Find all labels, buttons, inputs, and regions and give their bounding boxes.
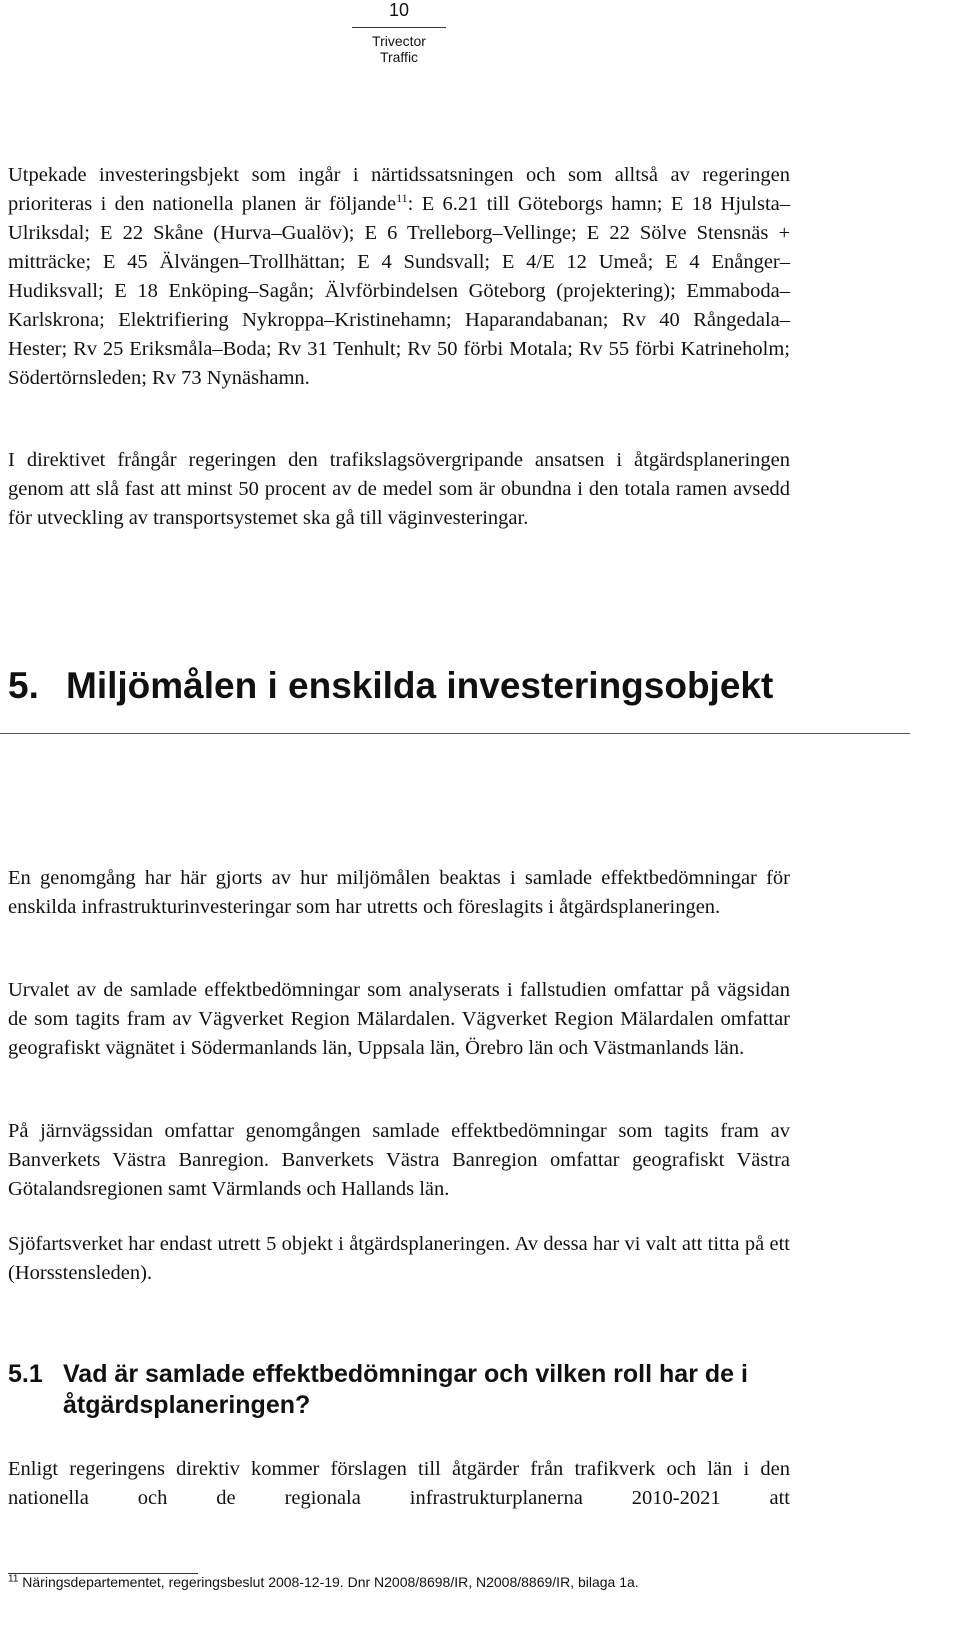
section-number: 5.1: [8, 1360, 43, 1388]
footnote: [8, 1572, 639, 1592]
paragraph-selection: Urvalet av de samlade effektbedömningar som analyserats i fallstudien omfattar på vägsidan de som tagits fram av Vägverket Region Mälardalen. Vägverket Region Mälardalen omfattar geografiskt vägnätet i Södermanlands län, Uppsala län, Örebro län och Västmanlands län.: [8, 979, 790, 1059]
paragraph-directive: I direktivet frångår regeringen den trafikslagsövergripande ansatsen i åtgärdsplaneringen genom att slå fast att minst 50 procent av de medel som är obundna i den totala ramen avsedd för utveckling av transportsystemet ska gå till väginvesteringar.: [8, 449, 790, 529]
page-number: 10: [352, 0, 446, 28]
paragraph-text: : E 6.21 till Göteborgs hamn; E 18 Hjulsta–Ulriksdal; E 22 Skåne (Hurva–Gualöv); E 6 Trelleborg–Vellinge; E 22 Sölve Stensnäs + mitträcke; E 45 Älvängen–Trollhättan; E 4 Sundsvall; E 4/E 12 Umeå; E 4 Enånger–Hudiksvall; E 18 Enköping–Sagån; Älvförbindelsen Göteborg (projektering); Emmaboda–Karlskrona; Elektrifiering Nykroppa–Kristinehamn; Haparandabanan; Rv 40 Rångedala–Hester; Rv 25 Eriksmåla–Boda; Rv 31 Tenhult; Rv 50 förbi Motala; Rv 55 förbi Katrineholm; Södertörnsleden; Rv 73 Nynäshamn.: [8, 193, 790, 389]
running-head: Trivector Traffic: [372, 33, 426, 65]
footnote-text: Näringsdepartementet, regeringsbeslut 2008-12-19. Dnr N2008/8698/IR, N2008/8869/IR, bilaga 1a.: [22, 1574, 639, 1590]
section-title: Vad är samlade effektbedömningar och vilken roll har de i åtgärdsplaneringen?: [63, 1360, 748, 1419]
section-title: Miljömålen i enskilda investeringsobjekt: [66, 665, 774, 706]
footnote-marker: 11: [8, 1573, 19, 1585]
section-heading-5-1: [8, 1359, 808, 1421]
heading-rule: [0, 733, 910, 734]
section-heading-5: [8, 662, 773, 710]
section-number: 5.: [8, 665, 39, 706]
paragraph-review: En genomgång har här gjorts av hur miljömålen beaktas i samlade effektbedömningar för enskilda infrastrukturinvesteringar som har utretts och föreslagits i åtgärdsplaneringen.: [8, 867, 790, 918]
paragraph-text: Utpekade investeringsbjekt som ingår i närtidssatsningen och som alltså av regeringen prioriteras i den nationella planen är följande: [8, 164, 790, 215]
paragraph-priority-objects: [8, 161, 790, 393]
paragraph-maritime: Sjöfartsverket har endast utrett 5 objekt i åtgärdsplaneringen. Av dessa har vi valt att titta på ett (Horsstensleden).: [8, 1233, 790, 1284]
paragraph-directive-proposals: Enligt regeringens direktiv kommer förslagen till åtgärder från trafikverk och län i den nationella och de regionala infrastrukturplanerna 2010-2021 att: [8, 1458, 790, 1509]
footnote-reference[interactable]: 11: [396, 191, 408, 206]
paragraph-railway: På järnvägssidan omfattar genomgången samlade effektbedömningar som tagits fram av Banverkets Västra Banregion. Banverkets Västra Banregion omfattar geografiskt Västra Götalandsregionen samt Värmlands och Hallands län.: [8, 1120, 790, 1200]
